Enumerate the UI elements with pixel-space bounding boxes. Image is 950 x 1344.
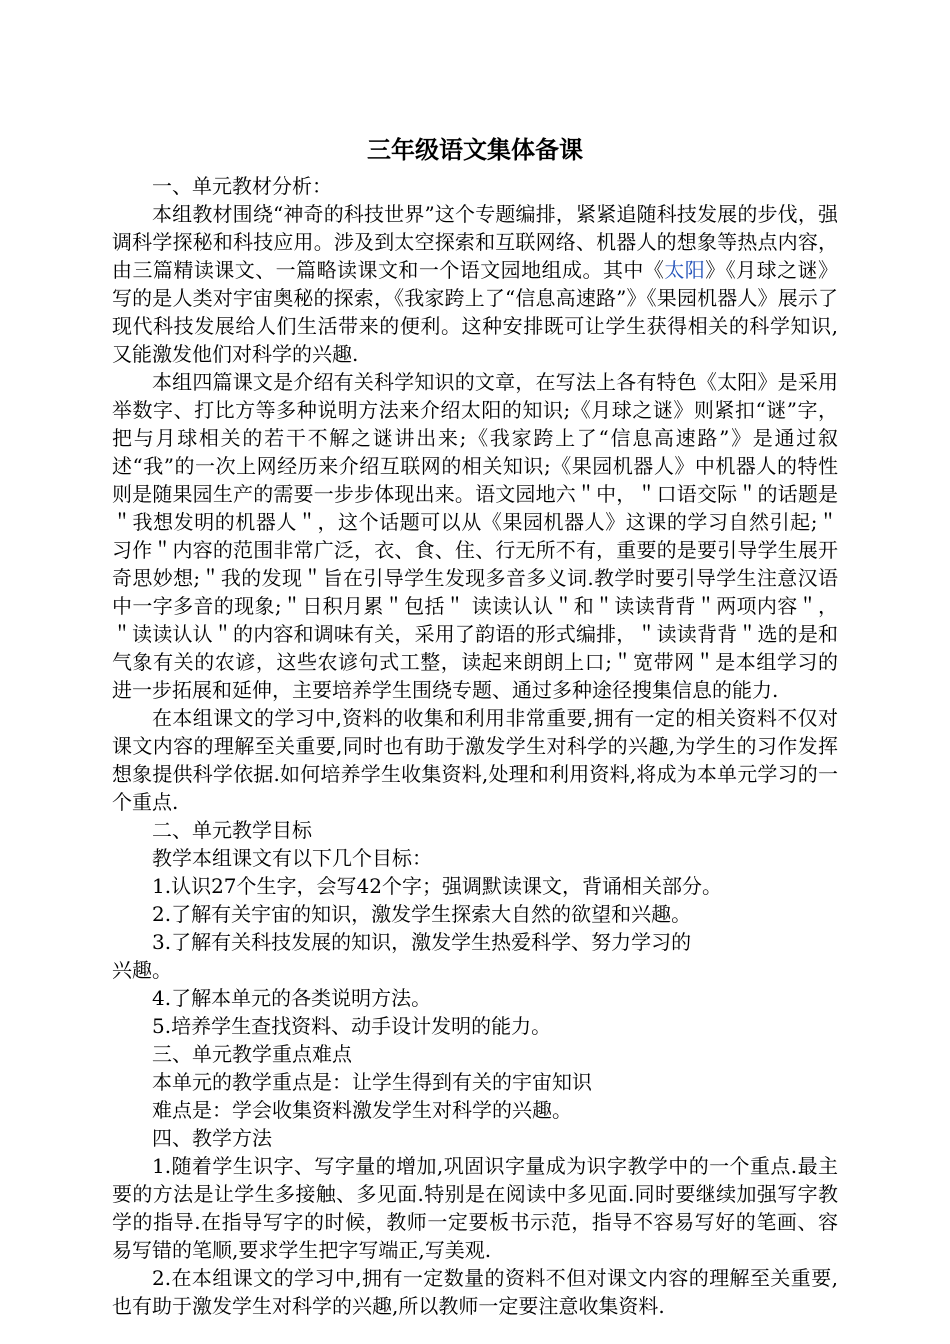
goal-item-4: 4.了解本单元的各类说明方法。 <box>152 986 432 1010</box>
sun-link[interactable]: 太阳 <box>664 258 706 282</box>
goal-item-3: 3.了解有关科技发展的知识，激发学生热爱科学、努力学习的 <box>152 930 692 954</box>
goal-item-1: 1.认识27个生字，会写42个字；强调默读课文，背诵相关部分。 <box>152 874 722 898</box>
section-heading-methods: 四、教学方法 <box>152 1126 272 1150</box>
section-heading-key-points: 三、单元教学重点难点 <box>152 1042 352 1066</box>
difficult-point: 难点是：学会收集资料激发学生对科学的兴趣。 <box>152 1098 572 1122</box>
goals-intro: 教学本组课文有以下几个目标： <box>152 846 432 870</box>
paragraph-intro <box>112 200 838 368</box>
key-point: 本单元的教学重点是：让学生得到有关的宇宙知识 <box>152 1070 592 1094</box>
goal-item-3-continued: 兴趣。 <box>112 958 172 982</box>
document-title: 三年级语文集体备课 <box>367 136 583 164</box>
section-heading-goals: 二、单元教学目标 <box>152 818 312 842</box>
section-heading-analysis: 一、单元教材分析： <box>152 174 332 198</box>
paragraph-intro-post: 》《月球之谜》写的是人类对宇宙奥秘的探索，《我家跨上了“信息高速路”》《果园机器人》展示了现代科技发展给人们生活带来的便利。这种安排既可让学生获得相关的科学知识,又能激发他们对科学的兴趣. <box>112 258 839 366</box>
method-item-2: 2.在本组课文的学习中,拥有一定数量的资料不但对课文内容的理解至关重要,也有助于激发学生对科学的兴趣,所以教师一定要注意收集资料. <box>112 1266 838 1318</box>
goal-item-2: 2.了解有关宇宙的知识，激发学生探索大自然的欲望和兴趣。 <box>152 902 692 926</box>
document-body <box>112 172 838 1320</box>
method-item-1: 1.随着学生识字、写字量的增加,巩固识字量成为识字教学中的一个重点.最主要的方法是让学生多接触、多见面.特别是在阅读中多见面.同时要继续加强写字教学的指导.在指导写字的时候，教师一定要板书示范，指导不容易写好的笔画、容易写错的笔顺,要求学生把字写端正,写美观. <box>112 1154 838 1262</box>
goal-item-5: 5.培养学生查找资料、动手设计发明的能力。 <box>152 1014 552 1038</box>
paragraph-intro-pre: 本组教材围绕“神奇的科技世界”这个专题编排，紧紧追随科技发展的步伐，强调科学探秘和科技应用。涉及到太空探索和互联网络、机器人的想象等热点内容，由三篇精读课文、一篇略读课文和一个语文园地组成。其中《 <box>112 202 838 282</box>
paragraph-materials: 在本组课文的学习中,资料的收集和利用非常重要,拥有一定的相关资料不仅对课文内容的理解至关重要,同时也有助于激发学生对科学的兴趣,为学生的习作发挥想象提供科学依据.如何培养学生收集资料,处理和利用资料,将成为本单元学习的一个重点. <box>112 706 838 814</box>
paragraph-lessons: 本组四篇课文是介绍有关科学知识的文章，在写法上各有特色《太阳》是采用举数字、打比方等多种说明方法来介绍太阳的知识;《月球之谜》则紧扣“谜”字，把与月球相关的若干不解之谜讲出来;《我家跨上了“信息高速路”》是通过叙述“我”的一次上网经历来介绍互联网的相关知识;《果园机器人》中机器人的特性则是随果园生产的需要一步步体现出来。语文园地六＂中，＂口语交际＂的话题是＂我想发明的机器人＂，这个话题可以从《果园机器人》这课的学习自然引起;＂习作＂内容的范围非常广泛，衣、食、住、行无所不有，重要的是要引导学生展开奇思妙想;＂我的发现＂旨在引导学生发现多音多义词.教学时要引导学生注意汉语中一字多音的现象;＂日积月累＂包括＂ 读读认认＂和＂读读背背＂两项内容＂，＂读读认认＂的内容和调味有关，采用了韵语的形式编排，＂读读背背＂选的是和气象有关的农谚，这些农谚句式工整，读起来朗朗上口;＂宽带网＂是本组学习的进一步拓展和延伸，主要培养学生围绕专题、通过多种途径搜集信息的能力. <box>112 370 838 702</box>
